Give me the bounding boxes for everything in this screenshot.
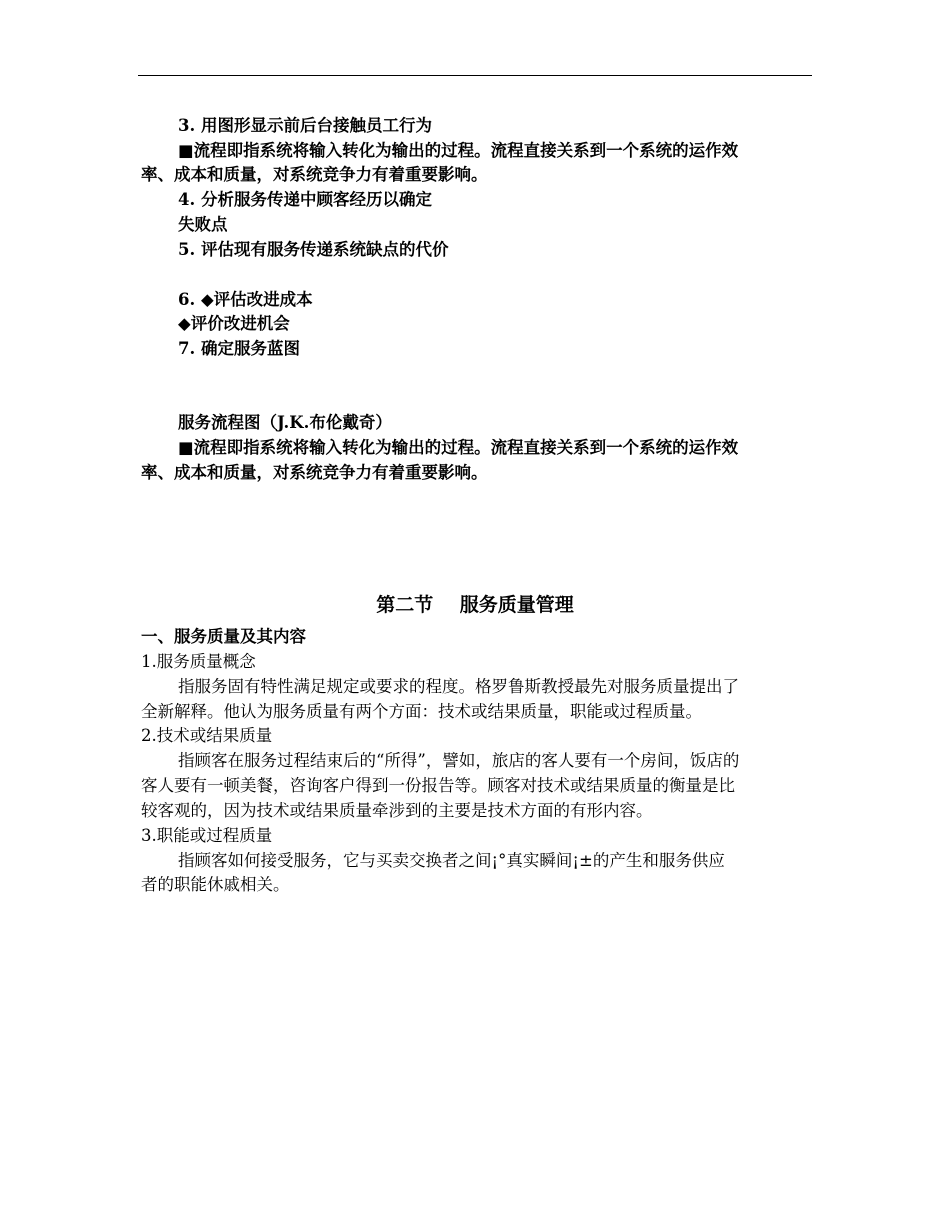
subheading: 1.服务质量概念 bbox=[141, 652, 256, 671]
paragraph-line: 客人要有一顿美餐，咨询客户得到一份报告等。顾客对技术或结果质量的衡量是比 bbox=[141, 776, 735, 795]
list-item-6-sub: ◆评价改进机会 bbox=[178, 314, 290, 333]
flowchart-heading: 服务流程图（J.K.布伦戴奇） bbox=[178, 413, 392, 432]
definition-line: ■流程即指系统将输入转化为输出的过程。流程直接关系到一个系统的运作效 bbox=[178, 141, 739, 160]
list-item-4: 4. 分析服务传递中顾客经历以确定 bbox=[178, 190, 432, 209]
paragraph-line: 全新解释。他认为服务质量有两个方面：技术或结果质量，职能或过程质量。 bbox=[141, 702, 702, 721]
paragraph-line: 指顾客在服务过程结束后的“所得”，譬如，旅店的客人要有一个房间，饭店的 bbox=[178, 751, 740, 770]
list-item-7: 7. 确定服务蓝图 bbox=[178, 339, 300, 358]
list-item-6: 6. ◆评估改进成本 bbox=[178, 290, 313, 309]
section-heading: 一、服务质量及其内容 bbox=[141, 627, 306, 646]
subheading: 3.职能或过程质量 bbox=[141, 826, 273, 845]
paragraph-line: 指顾客如何接受服务，它与买卖交换者之间¡°真实瞬间¡±的产生和服务供应 bbox=[178, 851, 725, 870]
paragraph-line: 指服务固有特性满足规定或要求的程度。格罗鲁斯教授最先对服务质量提出了 bbox=[178, 677, 739, 696]
definition-line: 率、成本和质量，对系统竞争力有着重要影响。 bbox=[141, 165, 488, 184]
definition-line: 率、成本和质量，对系统竞争力有着重要影响。 bbox=[141, 463, 488, 482]
header-rule bbox=[138, 75, 812, 76]
paragraph-line: 者的职能休戚相关。 bbox=[141, 875, 290, 894]
paragraph-line: 较客观的，因为技术或结果质量牵涉到的主要是技术方面的有形内容。 bbox=[141, 801, 653, 820]
section-title: 第二节 服务质量管理 bbox=[376, 594, 574, 616]
subheading: 2.技术或结果质量 bbox=[141, 726, 273, 745]
list-item-3: 3. 用图形显示前后台接触员工行为 bbox=[178, 116, 432, 135]
list-item-4-continued: 失败点 bbox=[178, 215, 228, 234]
list-item-5: 5. 评估现有服务传递系统缺点的代价 bbox=[178, 240, 449, 259]
definition-line: ■流程即指系统将输入转化为输出的过程。流程直接关系到一个系统的运作效 bbox=[178, 438, 739, 457]
